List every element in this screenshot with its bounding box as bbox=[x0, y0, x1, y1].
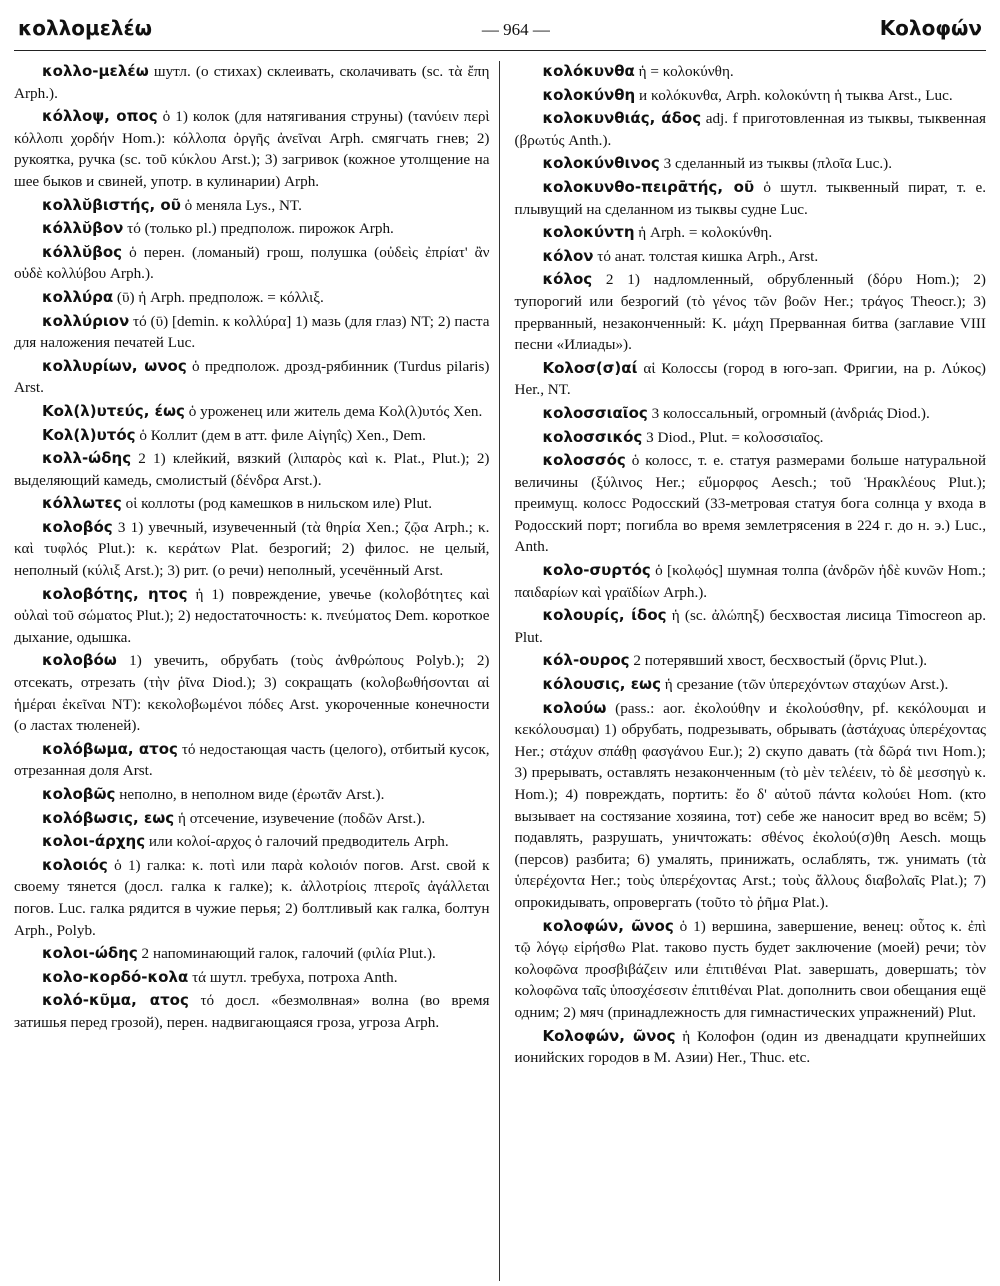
entry-headword: Κολ(λ)υτός bbox=[42, 425, 136, 444]
entry-definition: ἡ (sc. ἀλώπηξ) бесхвостая лисица Timocreon ap. Plut. bbox=[514, 607, 986, 646]
entry-headword: κολλ-ώδης bbox=[42, 449, 132, 468]
entry-headword: κολοσσιαῖος bbox=[542, 403, 648, 422]
entry-definition: τά шутл. требуха, потроха Anth. bbox=[192, 968, 398, 986]
entry-headword: κολοσσός bbox=[542, 451, 626, 470]
dictionary-entry bbox=[14, 356, 489, 399]
dictionary-entry bbox=[514, 85, 986, 107]
entry-headword: κολοβόω bbox=[42, 651, 117, 670]
dictionary-entry bbox=[14, 831, 489, 853]
dictionary-entry bbox=[14, 784, 489, 806]
dictionary-entry bbox=[14, 739, 489, 782]
dictionary-entry bbox=[514, 427, 986, 449]
entry-definition: или κολοί-αρχος ὁ галочий предводитель Arph. bbox=[148, 833, 449, 851]
entry-definition: (pass.: aor. ἐκολούθην и ἐκολούσθην, pf. κεκόλουμαι и κεκόλουσμαι) 1) обрубать, подрезывать, обрывать (ἀστάχυας ὑπερέχοντας Her.; στάχυν σπάθῃ φασγάνου Eur.); 2) скупо давать (τὰ δῶρά τινι Hom.); 3) прерывать, оставлять незаконченным (τὸ μὲν τελέειν, τὸ δὲ μεσσηγὺ κ. Hom.); 4) повреждать, портить: ἔο δ' αὐτοῦ πάντα κολούει Hom. (кто вызывает на состязание хозяина, тот) себе же наносит вред во всём; 5) подавлять, разрушать, уничтожать: σθένος ἐκολού(σ)θη Aesch. мощь (персов) разбита; 6) умалять, принижать, ослаблять, тж. унимать (τὰ ὑπερέχοντα Her.; τοὺς ὑπερέχοντας Arst.; τοὺς ἄλλους διαβολαῖς Plat.); 7) опрокидывать, опровергать (τοῦτο τὸ ῥῆμα Plat.). bbox=[514, 699, 986, 911]
dictionary-entry bbox=[14, 401, 489, 423]
entry-headword: κολοκυνθιάς, άδος bbox=[542, 109, 702, 128]
entry-definition: ἡ отсечение, изувечение (ποδῶν Arst.). bbox=[177, 809, 426, 827]
entry-headword: Κολοφών, ῶνος bbox=[542, 1026, 676, 1045]
dictionary-entry bbox=[514, 358, 986, 401]
dictionary-entry bbox=[514, 1026, 986, 1069]
entry-definition: ὁ колосс, т. е. статуя размерами больше натуральной величины (ξύλινος Her.; εὔμορφος Aesch.; τοῦ Ἡρακλέους Plut.); преимущ. колосс Родосский (33-метровая статуя бога солнца у входа в Родосский порт; погибла во время землетрясения в 224 г. до н. э.) Luc., Anth. bbox=[514, 452, 986, 556]
entry-definition: 2 1) надломленный, обрубленный (δόρυ Hom.); 2) тупорогий или безрогий (τὸ γένος τῶν βοῶν Her.; τράγος Theocr.); 3) прерванный, незаконченный: Κ. μάχη Прерванная битва (заглавие VIII песни «Илиады»). bbox=[514, 271, 986, 354]
entry-headword: κόλ-ουρος bbox=[542, 651, 630, 670]
entry-headword: κολοκύνθη bbox=[542, 85, 636, 104]
page-header bbox=[14, 16, 986, 51]
entry-headword: κόλλῠβον bbox=[42, 219, 124, 238]
entry-headword: κολοσσικός bbox=[542, 427, 643, 446]
entry-definition: неполно, в неполном виде (ἐρωτᾶν Arst.). bbox=[119, 786, 385, 803]
dictionary-entry bbox=[14, 650, 489, 736]
entry-definition: ἡ 1) повреждение, увечье (κολοβότητες καὶ οὐλαὶ τοῦ σώματος Plut.); 2) недостаточность: κ. πνεύματος Dem. короткое дыхание, одышка. bbox=[14, 585, 490, 646]
entry-headword: κολοβός bbox=[42, 517, 113, 536]
dictionary-entry bbox=[514, 403, 986, 425]
entry-definition: ὁ меняла Lys., NT. bbox=[184, 196, 302, 214]
header-right-title: Κολοφών bbox=[879, 16, 982, 40]
entry-definition: ὁ шутл. тыквенный пират, т. е. плывущий на сделанном из тыквы судне Luc. bbox=[514, 178, 986, 218]
entry-definition: 3 1) увечный, изувеченный (τὰ θηρία Xen.; ζῷα Arph.; κ. καὶ τυφλός Plut.): κ. κεράτων Plat. безрогий; 2) филос. не целый, неполный (κύλιξ Arst.); 3) рит. (о речи) неполный, усечённый Arst. bbox=[14, 518, 490, 580]
entry-definition: ἡ Arph. = κολοκύνθη. bbox=[638, 224, 773, 242]
entry-definition: ὁ [κολῳός] шумная толпа (ἀνδρῶν ἠδὲ κυνῶν Hom.; παιδαρίων καὶ γραϊδίων Arph.). bbox=[514, 562, 986, 601]
dictionary-entry bbox=[514, 108, 986, 151]
page-number: — 964 — bbox=[481, 20, 550, 39]
dictionary-entry bbox=[14, 195, 489, 217]
header-left-title: κολλομελέω bbox=[18, 16, 153, 40]
entry-definition: οἱ коллоты (род камешков в нильском иле) Plut. bbox=[125, 495, 433, 513]
dictionary-entry bbox=[14, 967, 489, 989]
entry-headword: κολουρίς, ίδος bbox=[542, 606, 667, 625]
left-column bbox=[14, 61, 499, 1281]
entry-definition: ἡ срезание (τῶν ὑπερεχόντων σταχύων Arst.). bbox=[664, 676, 949, 694]
entry-headword: κόλουσις, εως bbox=[542, 675, 661, 694]
entry-definition: (ῡ) ἡ Arph. предполож. = κόλλιξ. bbox=[116, 288, 324, 306]
dictionary-entry bbox=[514, 650, 986, 672]
entry-headword: κολόβωσις, εως bbox=[42, 808, 175, 827]
entry-headword: κόλλῠβος bbox=[42, 242, 123, 261]
entry-definition: αἱ Колоссы (город в юго-зап. Фригии, на р. Λύκος) Her., NT. bbox=[514, 359, 986, 399]
entry-headword: κόλος bbox=[542, 270, 593, 289]
entry-definition: 2 потерявший хвост, бесхвостый (ὄρνις Plut.). bbox=[633, 652, 928, 670]
entry-headword: κολλύρα bbox=[42, 287, 114, 306]
entry-headword: κόλλοψ, οπος bbox=[42, 107, 158, 126]
entry-definition: τό (только pl.) предполож. пирожок Arph. bbox=[127, 220, 394, 238]
entry-headword: κολόβωμα, ατος bbox=[42, 739, 178, 758]
entry-definition: ὁ 1) галка: κ. ποτὶ или παρὰ κολοιόν погов. Arst. свой к своему тянется (досл. галка к галке); κ. ἀλλοτρίοις πτεροῖς ἀγάλλεται погов. Luc. галка рядится в чужие перья; 2) болтливый как галка, болтун Arph., Polyb. bbox=[14, 856, 490, 939]
dictionary-entry bbox=[514, 153, 986, 175]
dictionary-entry bbox=[14, 517, 489, 582]
dictionary-entry bbox=[514, 246, 986, 268]
dictionary-entry bbox=[14, 287, 489, 309]
dictionary-entry bbox=[14, 311, 489, 354]
entry-headword: κολοκύνθινος bbox=[542, 154, 660, 173]
entry-headword: κολοιός bbox=[42, 855, 108, 874]
entry-headword: κολοφών, ῶνος bbox=[542, 916, 674, 935]
entry-definition: ὁ Коллит (дем в атт. филе Αἰγηΐς) Xen., Dem. bbox=[139, 426, 426, 444]
entry-headword: κολο-συρτός bbox=[542, 561, 651, 580]
entry-headword: κολοκυνθο-πειρᾱτής, οῦ bbox=[542, 177, 755, 196]
entry-headword: Κολ(λ)υτεύς, έως bbox=[42, 401, 185, 420]
entry-headword: κολόκυνθα bbox=[542, 62, 635, 80]
dictionary-entry bbox=[14, 425, 489, 447]
entry-definition: 3 Diod., Plut. = κολοσσιαῖος. bbox=[646, 428, 824, 446]
entry-headword: κολοβῶς bbox=[42, 785, 116, 803]
entry-definition: 3 сделанный из тыквы (πλοῖα Luc.). bbox=[663, 155, 893, 173]
right-column bbox=[500, 61, 986, 1281]
dictionary-entry bbox=[14, 990, 489, 1033]
entry-headword: κόλον bbox=[542, 246, 594, 265]
dictionary-entry bbox=[14, 61, 489, 104]
entry-headword: κολλῠβιστής, οῦ bbox=[42, 195, 181, 214]
entry-definition: τό досл. «безмолвная» волна (во время затишья перед грозой), перен. надвигающаяся гроза, угроза Arph. bbox=[14, 992, 490, 1031]
dictionary-entry bbox=[514, 177, 986, 220]
dictionary-entry bbox=[14, 448, 489, 491]
entry-headword: κολο-κορδό-κολα bbox=[42, 967, 189, 986]
entry-headword: κολοκύντη bbox=[542, 223, 635, 242]
dictionary-entry bbox=[514, 560, 986, 603]
dictionary-entry bbox=[514, 269, 986, 355]
entry-definition: ὁ уроженец или житель дема Κολ(λ)υτός Xen. bbox=[188, 402, 483, 420]
dictionary-entry bbox=[14, 584, 489, 649]
entry-definition: 1) увечить, обрубать (τοὺς ἀνθρώπους Polyb.); 2) отсекать, отрезать (τὴν ῥῖνα Diod.); 3) сокращать (κολοβωθήσονται αἱ ἡμέραι ἐκεῖναι NT): κεκολοβωμένοι πόδες Arst. укороченные конечности (о ластах тюленей). bbox=[14, 652, 490, 735]
entry-definition: и κολόκυνθα, Arph. κολοκύντη ἡ тыква Arst., Luc. bbox=[639, 86, 953, 104]
dictionary-entry bbox=[514, 61, 986, 83]
entry-definition: 3 колоссальный, огромный (ἀνδριάς Diod.). bbox=[651, 404, 930, 422]
entry-headword: κολλυρίων, ωνος bbox=[42, 356, 187, 375]
entry-definition: ὁ предполож. дрозд-рябинник (Turdus pilaris) Arst. bbox=[14, 357, 490, 397]
dictionary-entry bbox=[514, 222, 986, 244]
entry-headword: κολοβότης, ητος bbox=[42, 584, 188, 603]
dictionary-entry bbox=[14, 855, 489, 941]
dictionary-entry bbox=[14, 242, 489, 285]
entry-definition: τό (ῡ) [demin. к κολλύρα] 1) мазь (для глаз) NT; 2) паста для наложения печатей Luc. bbox=[14, 312, 490, 352]
dictionary-entry bbox=[514, 674, 986, 696]
entry-definition: ὁ 1) вершина, завершение, венец: οὗτος κ. ἐπὶ τῷ λόγῳ εἰρήσθω Plat. таково пусть будет заключение (моей) речи; τὸν κολοφῶνα προσβιβάζειν или ἐπιτιθέναι Plat. завершать, довершать; τὸν κολοφῶνα ταῖς ὑποσχέσεσιν ἐπιτιθέναι Plat. дополнить свои обещания ещё одним; 2) мяч (принадлежность для гимнастических упражнений) Plut. bbox=[514, 917, 986, 1021]
entry-headword: κόλλωτες bbox=[42, 494, 122, 513]
entry-definition: τό недостающая часть (целого), отбитый кусок, отрезанная доля Arst. bbox=[14, 740, 490, 780]
entry-definition: ὁ 1) колок (для натягивания струны) (τανύειν περὶ κόλλοπι χορδήν Hom.): κόλλοπα ὀργῆς ἀνεῖναι Arph. смягчать гнев; 2) рукоятка, ручка (sc. τοῦ κύκλου Arst.); 3) загривок (кожное утолщение на шее быков и свиней, употр. в кулинарии) Arph. bbox=[14, 108, 490, 190]
dictionary-entry bbox=[514, 698, 986, 914]
entry-definition: 2 1) клейкий, вязкий (λιπαρὸς καὶ κ. Plat., Plut.); 2) выделяющий камедь, смолистый (δένδρα Arst.). bbox=[14, 450, 490, 489]
entry-headword: κολλύριον bbox=[42, 311, 130, 330]
entry-headword: Κολοσ(σ)αί bbox=[542, 358, 638, 377]
columns bbox=[14, 61, 986, 1281]
entry-definition: ἡ = κολοκύνθη. bbox=[638, 63, 734, 80]
dictionary-entry bbox=[14, 218, 489, 240]
dictionary-entry bbox=[514, 916, 986, 1024]
dictionary-entry bbox=[14, 106, 489, 192]
dictionary-entry bbox=[14, 943, 489, 965]
entry-headword: κολοι-άρχης bbox=[42, 832, 146, 851]
entry-definition: τό анат. толстая кишка Arph., Arst. bbox=[597, 247, 819, 265]
entry-definition: ὁ перен. (ломаный) грош, полушка (οὐδεὶς ἐπρίατ' ἂν οὐδὲ κολλύβου Arph.). bbox=[14, 243, 490, 283]
entry-headword: κολό-κῦμα, ατος bbox=[42, 991, 189, 1010]
entry-headword: κολλο-μελέω bbox=[42, 62, 149, 80]
dictionary-entry bbox=[14, 493, 489, 515]
entry-headword: κολοι-ώδης bbox=[42, 944, 138, 963]
entry-headword: κολούω bbox=[542, 698, 607, 717]
entry-definition: 2 напоминающий галок, галочий (φιλία Plut.). bbox=[141, 945, 436, 963]
entry-definition: adj. f приготовленная из тыквы, тыквенная (βρωτύς Anth.). bbox=[514, 110, 986, 149]
dictionary-entry bbox=[514, 605, 986, 648]
dictionary-entry bbox=[14, 808, 489, 830]
entry-definition: шутл. (о стихах) склеивать, сколачивать (sc. τὰ ἔπη Arph.). bbox=[14, 63, 490, 102]
entry-definition: ἡ Колофон (один из двенадцати крупнейших ионийских городов в М. Азии) Her., Thuc. etc. bbox=[514, 1027, 986, 1067]
dictionary-entry bbox=[514, 450, 986, 558]
